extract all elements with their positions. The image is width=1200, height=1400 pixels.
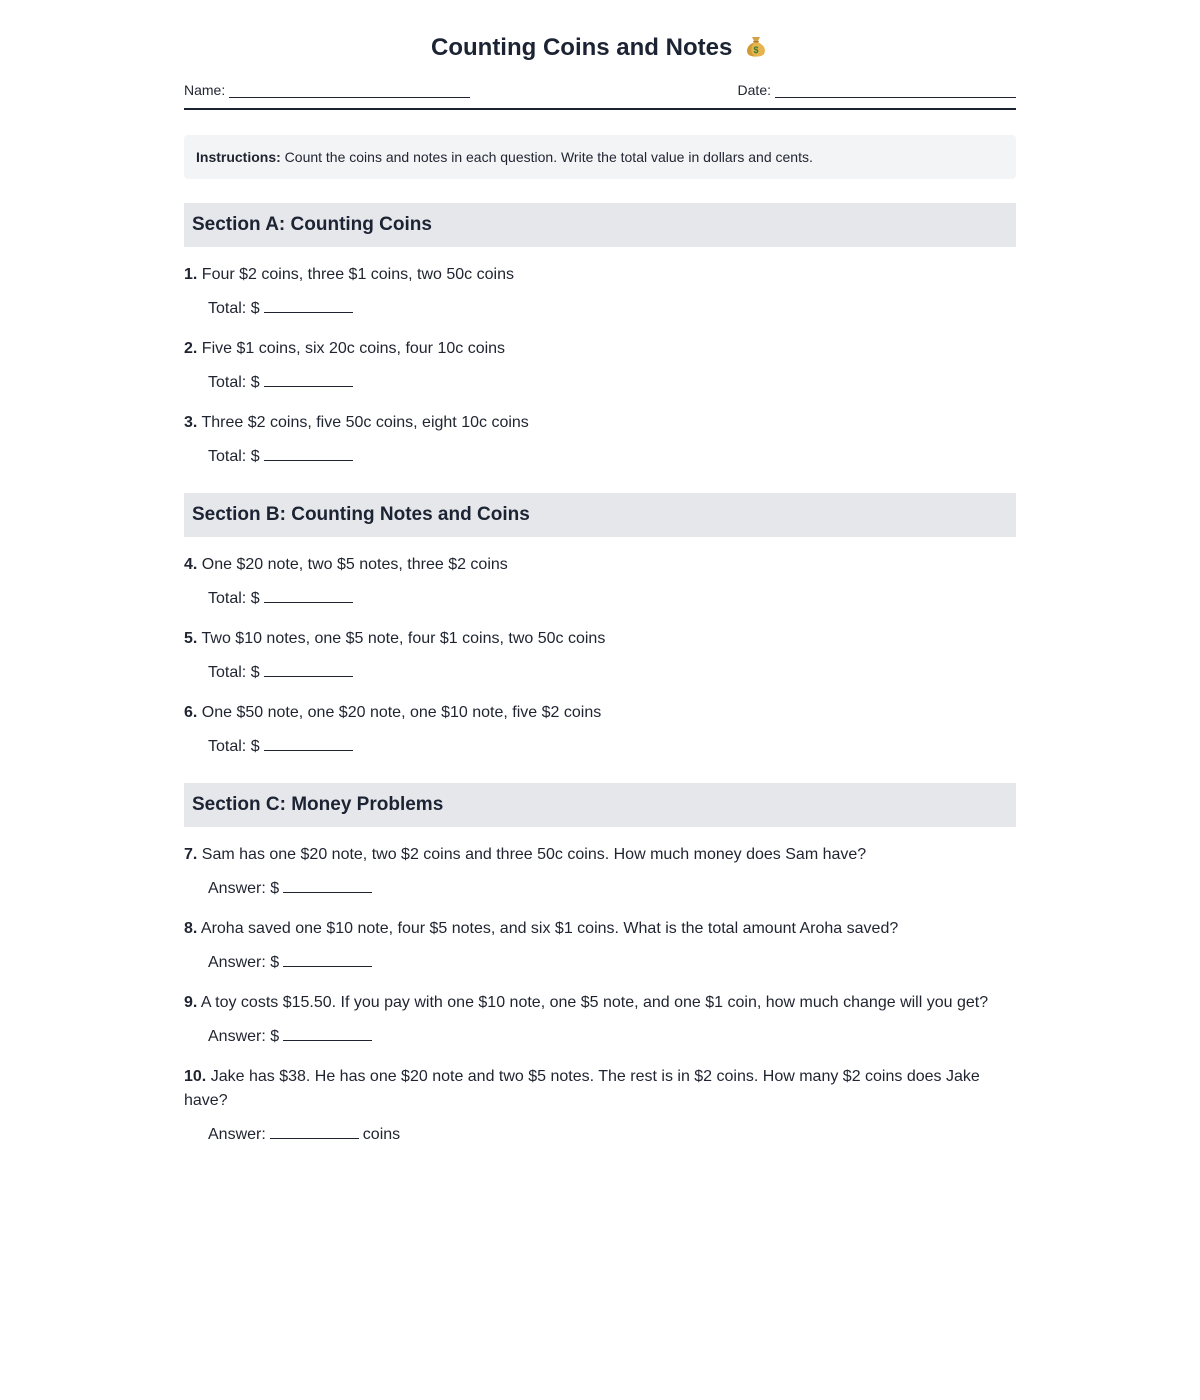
answer-9 <box>184 1023 1016 1049</box>
question-text: A toy costs $15.50. If you pay with one $10 note, one $5 note, and one $1 coin, how much change will you get? <box>200 994 989 1011</box>
question-number: 10. <box>184 1068 207 1085</box>
question-number: 2. <box>184 340 198 357</box>
question-2 <box>184 337 1016 361</box>
answer-blank[interactable] <box>283 1023 372 1041</box>
answer-blank[interactable] <box>270 1121 359 1139</box>
question-text: Sam has one $20 note, two $2 coins and three 50c coins. How much money does Sam have? <box>201 846 867 863</box>
question-text: One $20 note, two $5 notes, three $2 coins <box>201 556 508 573</box>
answer-blank[interactable] <box>264 443 353 461</box>
answer-suffix: coins <box>362 1126 401 1143</box>
page-title <box>184 32 1016 64</box>
answer-blank[interactable] <box>264 733 353 751</box>
answer-label: Total: $ <box>208 590 260 607</box>
question-text: Four $2 coins, three $1 coins, two 50c coins <box>201 266 514 283</box>
answer-blank[interactable] <box>264 295 353 313</box>
name-field[interactable] <box>184 82 470 98</box>
answer-6 <box>184 733 1016 759</box>
student-info-row <box>184 82 1016 110</box>
answer-blank[interactable] <box>264 369 353 387</box>
answer-label: Answer: <box>208 1126 266 1143</box>
worksheet-page <box>184 0 1016 1147</box>
answer-blank[interactable] <box>283 949 372 967</box>
question-number: 9. <box>184 994 198 1011</box>
question-text: Three $2 coins, five 50c coins, eight 10c coins <box>201 414 529 431</box>
question-7 <box>184 843 1016 867</box>
question-5 <box>184 627 1016 651</box>
question-number: 7. <box>184 846 198 863</box>
section-b-heading: Section B: Counting Notes and Coins <box>184 493 1016 537</box>
answer-blank[interactable] <box>264 659 353 677</box>
question-number: 3. <box>184 414 198 431</box>
answer-2 <box>184 369 1016 395</box>
answer-label: Answer: $ <box>208 1028 280 1045</box>
answer-8 <box>184 949 1016 975</box>
instructions-label: Instructions: <box>196 149 281 165</box>
answer-blank[interactable] <box>264 585 353 603</box>
question-9 <box>184 991 1016 1015</box>
question-text: Two $10 notes, one $5 note, four $1 coins, two 50c coins <box>201 630 606 647</box>
question-4 <box>184 553 1016 577</box>
question-1 <box>184 263 1016 287</box>
answer-7 <box>184 875 1016 901</box>
money-bag-icon <box>743 33 769 59</box>
date-blank[interactable] <box>775 82 1016 98</box>
section-c-heading: Section C: Money Problems <box>184 783 1016 827</box>
section-a-heading: Section A: Counting Coins <box>184 203 1016 247</box>
answer-label: Total: $ <box>208 374 260 391</box>
answer-1 <box>184 295 1016 321</box>
answer-label: Total: $ <box>208 664 260 681</box>
question-number: 8. <box>184 920 198 937</box>
answer-5 <box>184 659 1016 685</box>
answer-blank[interactable] <box>283 875 372 893</box>
question-number: 6. <box>184 704 198 721</box>
question-text: Aroha saved one $10 note, four $5 notes, and six $1 coins. What is the total amount Aroha saved? <box>200 920 899 937</box>
question-10 <box>184 1065 1016 1113</box>
question-3 <box>184 411 1016 435</box>
question-text: One $50 note, one $20 note, one $10 note, five $2 coins <box>201 704 602 721</box>
answer-4 <box>184 585 1016 611</box>
page-title-text: Counting Coins and Notes <box>431 34 733 61</box>
name-label: Name: <box>184 82 226 98</box>
name-blank[interactable] <box>229 82 470 98</box>
question-text: Jake has $38. He has one $20 note and two $5 notes. The rest is in $2 coins. How many $2 coins does Jake have? <box>184 1068 980 1109</box>
answer-label: Answer: $ <box>208 954 280 971</box>
answer-3 <box>184 443 1016 469</box>
date-field[interactable] <box>738 82 1016 98</box>
question-6 <box>184 701 1016 725</box>
answer-label: Total: $ <box>208 448 260 465</box>
question-number: 1. <box>184 266 198 283</box>
instructions-text: Count the coins and notes in each question. Write the total value in dollars and cents. <box>284 149 813 165</box>
answer-label: Answer: $ <box>208 880 280 897</box>
svg-text:$: $ <box>753 45 759 56</box>
answer-label: Total: $ <box>208 738 260 755</box>
question-number: 4. <box>184 556 198 573</box>
date-label: Date: <box>737 82 771 98</box>
answer-10 <box>184 1121 1016 1147</box>
question-8 <box>184 917 1016 941</box>
answer-label: Total: $ <box>208 300 260 317</box>
question-text: Five $1 coins, six 20c coins, four 10c coins <box>201 340 506 357</box>
instructions-box <box>184 135 1016 179</box>
question-number: 5. <box>184 630 198 647</box>
